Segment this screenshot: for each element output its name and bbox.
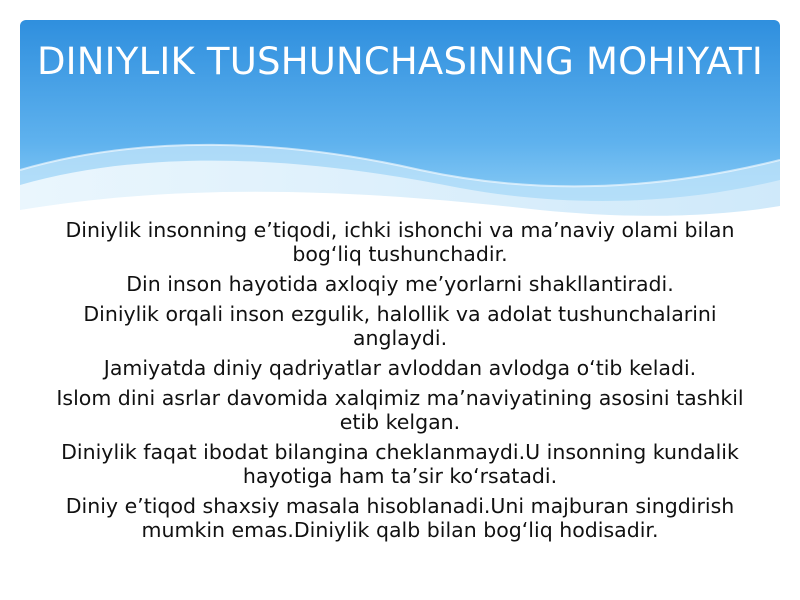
content-paragraph: Diniy e’tiqod shaxsiy masala hisoblanadi.Uni majburan singdirish mumkin emas.Diniylik qalb bilan bog‘liq hodisadir.: [65, 494, 735, 542]
content-list: [50, 218, 750, 548]
content-paragraph: Diniylik insonning e’tiqodi, ichki ishonchi va ma’naviy olami bilan bog‘liq tushunchadir.: [65, 218, 735, 266]
content-paragraph: Din inson hayotida axloqiy me’yorlarni shakllantiradi.: [126, 272, 674, 296]
content-paragraph: Jamiyatda diniy qadriyatlar avloddan avlodga o‘tib keladi.: [103, 356, 697, 380]
content-paragraph: Diniylik faqat ibodat bilangina cheklanmaydi.U insonning kundalik hayotiga ham ta’sir ko‘rsatadi.: [61, 440, 739, 488]
content-paragraph: Diniylik orqali inson ezgulik, halollik va adolat tushunchalarini anglaydi.: [83, 302, 717, 350]
content-paragraph: Islom dini asrlar davomida xalqimiz ma’naviyatining asosini tashkil etib kelgan.: [56, 386, 744, 434]
slide-title: DINIYLIK TUSHUNCHASINING MOHIYATI: [36, 40, 764, 83]
